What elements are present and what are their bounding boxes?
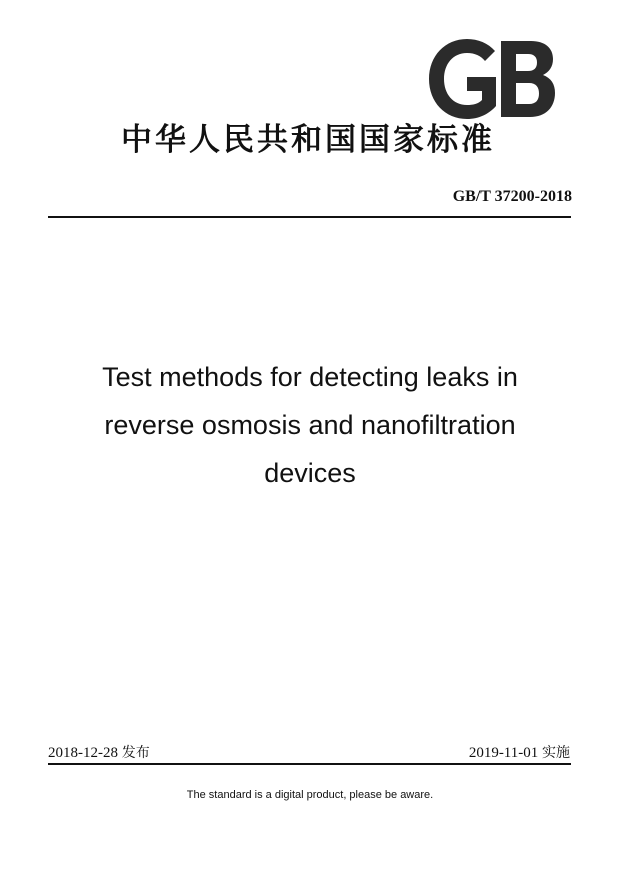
- footer-divider: [48, 763, 571, 765]
- gb-logo: [427, 37, 557, 121]
- date-row: [48, 742, 570, 762]
- document-title-line-2: reverse osmosis and nanofiltration: [104, 410, 516, 440]
- document-title: [60, 353, 560, 497]
- digital-product-notice: The standard is a digital product, please be aware.: [186, 789, 434, 801]
- document-title-line-1: Test methods for detecting leaks in: [102, 362, 518, 392]
- header-divider: [48, 216, 571, 218]
- issue-date-group: [48, 742, 150, 762]
- effective-date: 2019-11-01: [468, 745, 539, 761]
- issue-date: 2018-12-28: [48, 745, 118, 761]
- effective-label: 实施: [542, 745, 570, 761]
- org-title: 中华人民共和国国家标准: [121, 122, 495, 158]
- document-title-line-3: devices: [264, 458, 356, 488]
- effective-date-group: [469, 742, 570, 762]
- standard-code: GB/T 37200-2018: [452, 188, 572, 205]
- issue-label: 发布: [121, 745, 150, 761]
